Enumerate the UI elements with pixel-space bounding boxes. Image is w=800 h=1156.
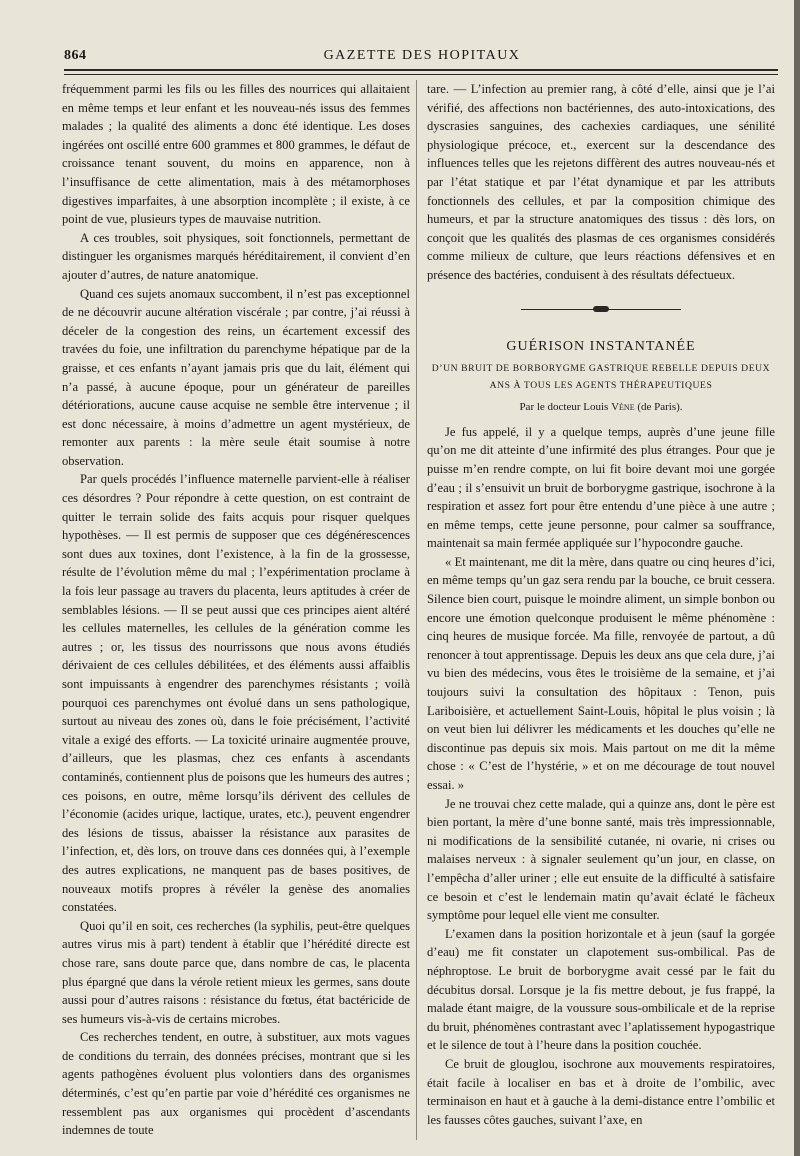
byline-author-surname: Vène <box>611 401 635 414</box>
left-column <box>62 80 410 1140</box>
column-divider <box>416 80 417 1140</box>
left-paragraph-4: Par quels procédés l’influence maternelle parvient-elle à réaliser ces désordres ? Pour répondre à cette question, on est contraint de quitter le terrain solide des faits acquis pour risquer quelques hypothèses. — Il est permis de supposer que ces dégénérescences sont dues aux toxines, dont l’existence, à la fin de la grossesse, résulte de l’évolution même du mal ; l’expérimentation proclame à la fois leur passage au travers du placenta, leurs aptitudes à créer de semblables lésions. — Il se peut aussi que ces principes aient altéré les cellules maternelles, les cellules de la génération comme les autres ; or, les tissus des nourrissons que nous avons étudiés dérivaient de ces cellules débilitées, et des éléments aussi affaiblis sont impuissants à engendrer des parenchymes résistants ; voilà pourquoi ces parenchymes ont évolué dans un sens pathologique, surtout au niveau des zones où, dans le foie précisément, l’activité vitale a exigé des efforts. — La toxicité urinaire augmentée prouve, d’ailleurs, que les plasmas, chez ces enfants à ascendants contaminés, contiennent plus de poisons que les humeurs des autres ; ces poisons, en outre, même lorsqu’ils dérivent des cellules de l’économie (acides urique, lactique, urates, etc.), peuvent engendrer des lésions de tissus, abaisser la résistance aux parasites de l’infection, et, dès lors, on trouve dans ces données qui, à l’exemple des autres explications, ne manquent pas de bases positives, de nouveaux motifs propres à révéler la genèse des anomalies constatées. <box>62 472 411 915</box>
header-rule-thick <box>64 69 778 71</box>
right-intro-paragraph: tare. — L’infection au premier rang, à côté d’elle, ainsi que je l’ai vérifié, des affections non bactériennes, des auto-intoxications, des dyscrasies sanguines, des cachexies cardiaques, une sénilité physiologique précoce, et., exercent sur la descendance des influences telles que les rejetons diffèrent des autres nouveau-nés et par l’état statique et par l’état dynamique et par les attributs fonctionnels des cellules, et par la composition chimique des humeurs, et par la structure anatomiques des tissus : dès lors, on conçoit que les qualités des plasmas de ces organismes considérés comme milieux de culture, que leurs réactions défensives et en présence des bactéries, conduisent à des résultats défectueux. <box>427 82 775 282</box>
article-paragraph-2: « Et maintenant, me dit la mère, dans quatre ou cinq heures d’ici, en même temps qu’un gaz sera rendu par la bouche, ce bruit cessera. Silence bien court, puisque le moindre aliment, un simple bonbon ou encore une émotion quelconque produisent le même phénomène : cinq heures de musique forcée. Ma fille, renvoyée de partout, a dû renoncer à tout apprentissage. Depuis les deux ans que cela dure, j’ai vu bien des médecins, vous êtes le troisième de la semaine, et j’ai toujours suivi la consultation des hôpitaux : Tenon, puis Lariboisière, et actuellement Saint-Louis, hôpital le plus voisin ; là on veut bien lui délivrer les médicaments et les douches qu’elle ne discontinue pas depuis six mois. Mais partout on me dit la même chose : « C’est de l’hystérie, » et on me décourage de tout nouvel essai. » <box>427 554 775 792</box>
article-paragraph-1: Je fus appelé, il y a quelque temps, auprès d’une jeune fille qu’on me dit atteinte d’une infirmité des plus étranges. Pour que je puisse m’en rendre compte, on lui fit boire devant moi une gorgée d’eau ; il s’ensuivit un bruit de borborygme gastrique, isochrone à la respiration et assez fort pour être entendu d’une pièce à une autre ; en même temps, cette jeune personne, pour calmer sa souffrance, maintenait sa main fermée appliquée sur l’hypocondre gauche. <box>427 424 775 551</box>
left-paragraph-3: Quand ces sujets anomaux succombent, il n’est pas exceptionnel de ne découvrir aucune altération viscérale ; par contre, j’ai réussi à déceler de la congestion des reins, un écartement excessif des travées du foie, une infiltration du parenchyme hépatique par de la graisse, et ces enfants n’ayant jamais pris que du lait, élément qui n’a passé, à aucune époque, pour un générateur de pareilles détériorations, aucune cause acquise ne semble être intervenue ; il est donc nécessaire, à moins d’admettre un agent mystérieux, de remonter aux parents : la mère seule était soumise à notre observation. <box>62 286 410 468</box>
scan-edge <box>794 0 800 1156</box>
article-paragraph-4: L’examen dans la position horizontale et à jeun (sauf la gorgée d’eau) me fit constater un clapotement sus-ombilical. Pas de néphroptose. Le bruit de borborygme avait cessé par le fait du décubitus dorsal. Lorsque je la fis mettre debout, je fus frappé, la malade étant maigre, de la voussure sous-ombilicale et de la reprise du bruit, phénomènes contrastant avec l’aplatissement hypogastrique et le silence de tout à l’heure dans la position couchée. <box>427 926 775 1053</box>
article-byline <box>427 398 775 417</box>
article-paragraph-3: Je ne trouvai chez cette malade, qui a quinze ans, dont le père est bien portant, la mère d’une bonne santé, mais très impressionnable, ni modifications de la sensibilité cutanée, ni ovarie, ni crises ou malaises nerveux : à signaler seulement qu’un jour, en classe, on l’empêcha d’aller uriner ; elle eut ensuite de la difficulté à satisfaire ce besoin et c’est le lendemain matin qu’avait éclaté le fâcheux symptôme pour lequel elle vient me consulter. <box>427 796 775 923</box>
left-paragraph-5: Quoi qu’il en soit, ces recherches (la syphilis, peut-être quelques autres virus mis à part) tendent à établir que l’hérédité directe est chose rare, sans doute parce que, dans nombre de cas, le placenta plus épargné que dans la vérole retient mieux les germes, sans doute aussi pour d’autres raisons : résistance du fœtus, état bactéricide de ses humeurs vis-à-vis de certains microbes. <box>62 918 410 1026</box>
running-title: GAZETTE DES HOPITAUX <box>323 48 521 63</box>
byline-prefix: Par le docteur Louis <box>519 401 612 414</box>
header-rule-thin <box>64 74 778 75</box>
page-number: 864 <box>64 48 87 63</box>
byline-suffix: (de Paris). <box>634 401 683 414</box>
article-title: GUÉRISON INSTANTANÉE <box>506 338 696 354</box>
left-paragraph-1: fréquemment parmi les fils ou les filles des nourrices qui allaitaient en même temps et leur enfant et les nouveau-nés issus des femmes malades ; la qualité des aliments a donc été identique. Les doses ingérées ont oscillé entre 600 grammes et 800 grammes, le défaut de croissance tenant souvent, du moins en apparence, non à l’insuffisance de cette alimentation, mais à des métamorphoses digestives imparfaites, à une absorption incomplète ; il existe, à ce point de vue, plusieurs types de mauvaise nutrition. <box>62 82 410 227</box>
article-separator <box>521 309 681 310</box>
article-paragraph-5: Ce bruit de glouglou, isochrone aux mouvements respiratoires, était facile à localiser en bas et à droite de l’ombilic, avec terminaison en haut et à gauche à la demi-distance entre l’ombilic et les fausses côtes gauches, suivant l’axe, en <box>427 1056 775 1127</box>
left-paragraph-6: Ces recherches tendent, en outre, à substituer, aux mots vagues de conditions du terrain, des données précises, montrant que si les agents pathogènes évoluent plus volontiers dans des organismes déterminés, c’est qu’en partie par voie d’hérédité ces organismes ne ressemblent pas aux organismes qui procèdent d’ascendants indemnes de toute <box>62 1030 410 1138</box>
right-column <box>427 80 775 1129</box>
separator-ornament <box>593 306 609 312</box>
page-header <box>64 44 780 68</box>
left-paragraph-2: A ces troubles, soit physiques, soit fonctionnels, permettant de distinguer les organismes marqués héréditairement, il convient d’en ajouter d’autres, de nature anatomique. <box>62 230 410 282</box>
article-subtitle: D’UN BRUIT DE BORBORYGME GASTRIQUE REBELLE DEPUIS DEUX ANS À TOUS LES AGENTS THÉRAPEUTIQUES <box>431 363 771 392</box>
